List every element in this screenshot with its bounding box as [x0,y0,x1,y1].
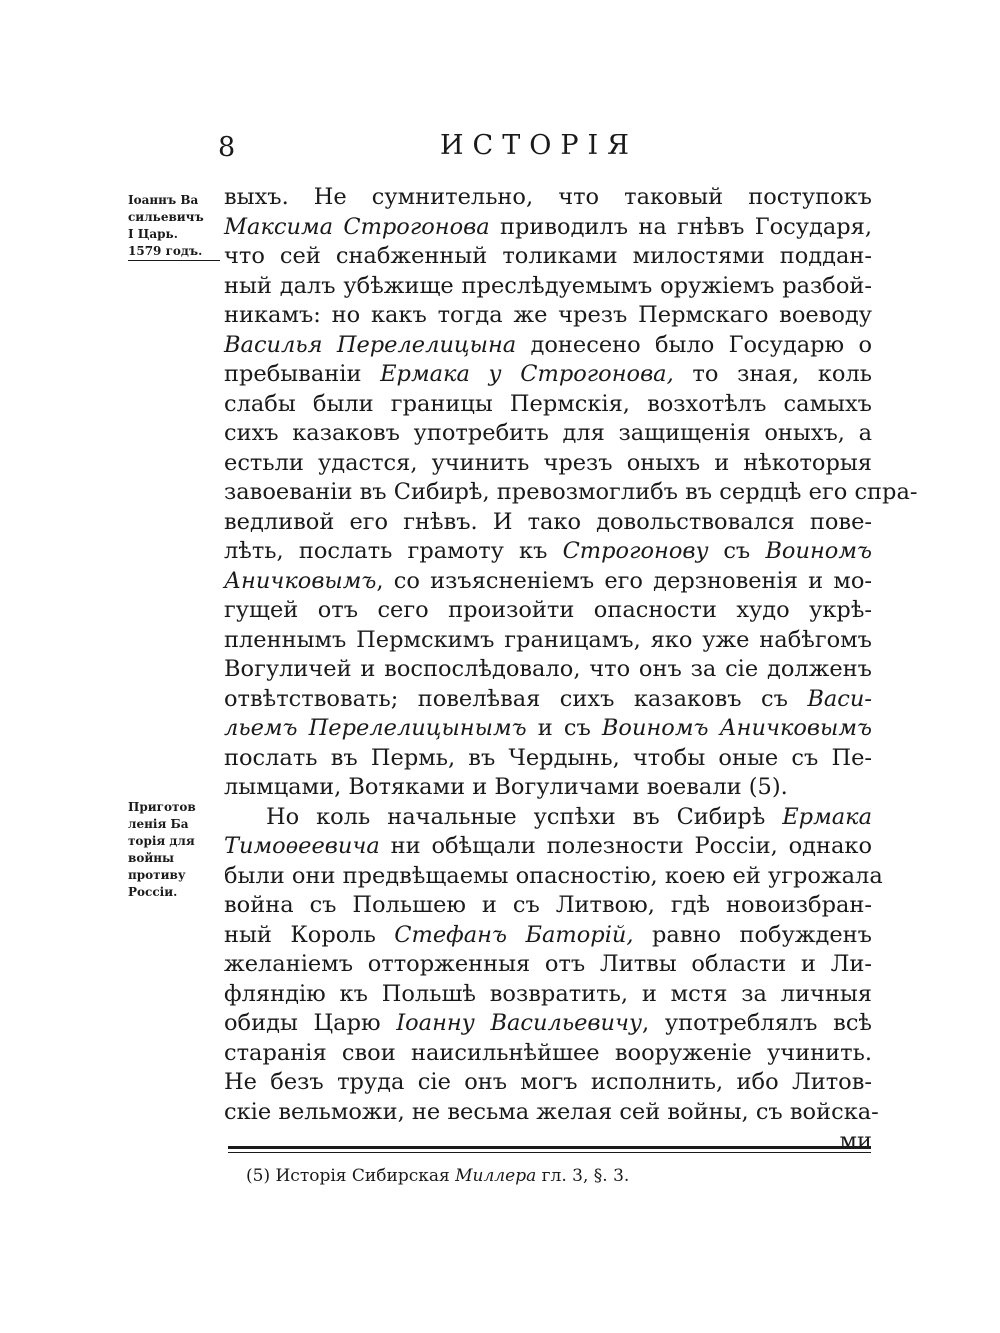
text-run: , употреблялъ всѣ [642,1010,872,1036]
text-line: лымцами, Вотяками и Вогуличами воевали (5). [224,774,788,800]
text-line [224,1009,872,1039]
italic-name: Ермака [782,803,872,830]
text-run: лѣть, послать грамоту къ [224,538,563,564]
italic-name: Васи- [807,685,872,712]
margin-note-line: торiя для [128,834,195,848]
text-line [224,213,872,243]
text-line: завоеванiи въ Сибирѣ, превозмоглибъ въ сердцѣ его спра- [224,479,918,505]
text-line: ный далъ убѣжище преслѣдуемымъ оружiемъ разбой- [224,272,872,299]
margin-note-batory [128,799,210,901]
text-line: были они предвѣщаемы опасностiю, коею ей угрожала [224,862,883,889]
text-line: естьли удастся, учинить чрезъ оныхъ и нѣкоторыя [224,449,872,476]
paragraph-2 [224,803,883,1157]
text-run: донесено было Государю о [516,331,872,358]
italic-name: Воиномъ Аничковымъ [601,715,873,741]
italic-name: Стефанъ Баторiй, [394,921,634,948]
footnote-text: (5) Исторiя Сибирская [246,1166,456,1186]
text-line: старанiя свои наисильнѣйшее вооруженiе учинить. [224,1039,872,1066]
margin-note-line: сильевичъ [128,210,204,224]
margin-note-line: Приготов [128,800,196,814]
italic-name: Василья Перелелицына [224,331,517,358]
margin-note-line: Iоаннъ Ва [128,193,199,207]
text-run: пребыванiи [224,361,381,387]
text-line [224,331,872,361]
text-line: фляндiю къ Польшѣ возвратить, и мстя за личныя [224,980,872,1007]
text-line: ведливой его гнѣвъ. И тако довольствовался повe- [224,508,872,535]
italic-name: Максима Строгонова [224,213,490,240]
text-line: желанiемъ отторженныя отъ Литвы области и Ли- [224,951,872,977]
italic-name: Тимоѳеевича [224,833,380,859]
text-run: обиды Царю [224,1010,397,1036]
text-line [224,537,872,567]
page-number: 8 [218,132,236,163]
text-line: послать въ Пермь, въ Чердынь, чтобы оные съ Пе- [224,744,872,771]
text-line [224,714,872,744]
text-line [224,567,872,597]
text-run: то зная, коль [673,361,872,387]
catchword: ми [839,1128,872,1154]
text-line: слабы были границы Пермскiя, возхотѣлъ самыхъ [224,390,872,417]
text-run: ный Король [224,921,395,948]
italic-name: Iоанну Васильевичу [396,1010,643,1036]
text-run: съ [708,538,766,564]
italic-name: Ермака у Строгонова, [380,361,674,387]
text-line: Вогуличей и воспослѣдовало, что онъ за сiе долженъ [224,656,872,682]
margin-note-line: противу [128,868,186,882]
text-line: Не безъ труда сiе онъ могъ исполнить, ибо Литов- [224,1069,872,1095]
text-run: отвѣтствовать; повелѣвая сихъ казаковъ съ [224,685,808,712]
text-line: никамъ: но какъ тогда же чрезъ Пермскаго воеводу [224,302,872,328]
margin-note-line: ленiя Ба [128,817,189,831]
margin-note-line: войны [128,851,175,865]
text-line: скiе вельможи, не весьма желая сей войны, съ войска- [224,1098,879,1125]
text-run: ни обѣщали полезности Россiи, однако [379,833,872,859]
italic-name: льемъ Перелелицынымъ [224,715,527,741]
body-text [224,183,918,1157]
italic-name: Строгоновy [562,538,709,564]
running-title: ИСТОРIЯ [440,130,638,161]
footnote-rule-thick [228,1146,871,1149]
text-line [224,685,872,715]
text-line: пленнымъ Пермскимъ границамъ, яко уже набѣгомъ [224,626,872,653]
text-run: , со изъясненiемъ его дерзновенiя и мо- [376,567,872,594]
text-line [224,803,872,833]
text-run: Но коль начальные успѣхи въ Сибирѣ [266,803,783,830]
footnote [246,1166,629,1186]
margin-note-line: I Царь. [128,227,178,241]
text-line: война съ Польшею и съ Литвою, гдѣ новоизбран- [224,892,872,918]
italic-name: Воиномъ [765,538,872,564]
text-run: и съ [526,715,602,741]
italic-name: Аничковымъ [224,567,377,594]
text-line: выхъ. Не сумнительно, что таковый поступокъ [224,184,872,210]
margin-note-ioann [128,192,220,261]
text-run: равно побужденъ [633,921,872,948]
footnote-reference: гл. 3, §. 3. [536,1166,630,1186]
margin-note-year: 1579 годъ. [128,243,220,261]
text-line [224,832,872,862]
text-line: что сей снабженный толиками милостями поддан- [224,243,872,269]
paragraph-1 [224,183,918,803]
text-line [224,360,872,390]
footnote-author: Миллера [455,1166,537,1186]
margin-note-line: Россiи. [128,885,178,899]
text-line: сихъ казаковъ употребить для защищенiя оныхъ, а [224,420,872,446]
text-run: приводилъ на гнѣвъ Государя, [489,213,872,240]
footnote-rule-thin [228,1152,871,1153]
text-line [224,921,872,951]
text-line: гущей отъ сего произойти опасности худо укрѣ- [224,597,872,623]
